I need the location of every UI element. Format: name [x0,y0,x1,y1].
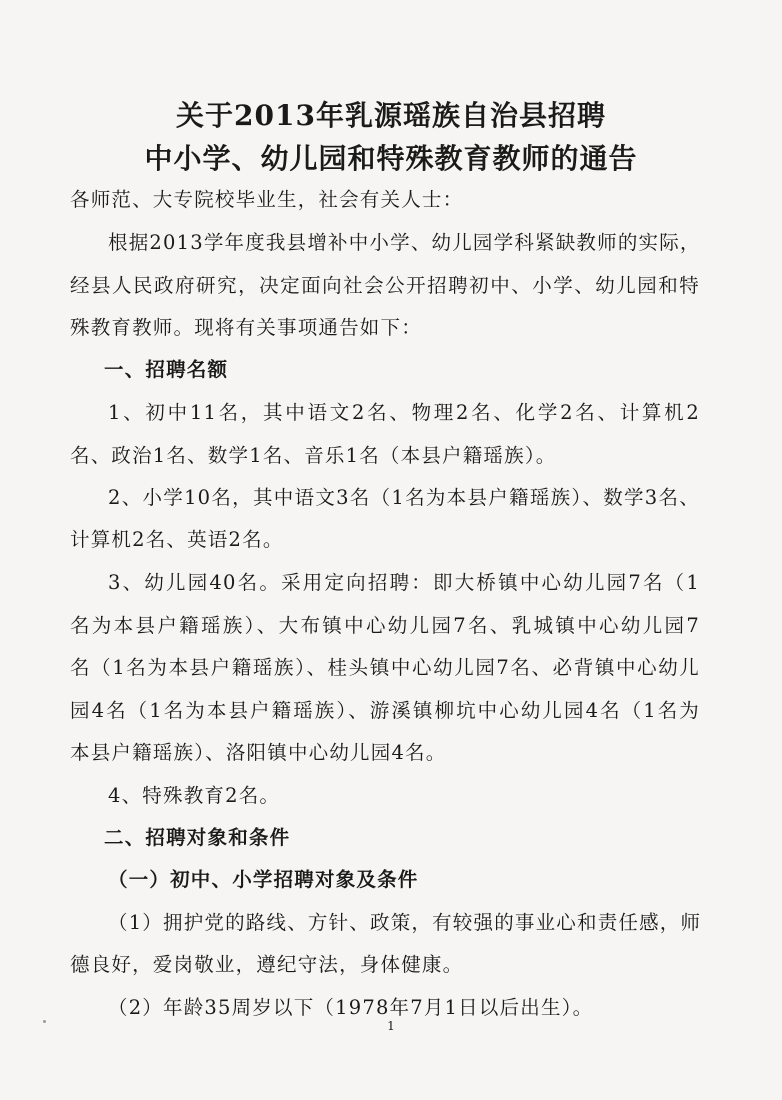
item-2-line-2: 计算机2名、英语2名。 [70,528,284,551]
intro-line-2: 经县人民政府研究，决定面向社会公开招聘初中、小学、幼儿园和特 [70,274,700,297]
item-3-line-4: 园4名（1名为本县户籍瑶族）、游溪镇柳坑中心幼儿园4名（1名为 [70,699,700,722]
item-1-line-2: 名、政治1名、数学1名、音乐1名（本县户籍瑶族）。 [70,444,557,467]
item-3-line-5: 本县户籍瑶族）、洛阳镇中心幼儿园4名。 [70,741,447,764]
condition-1-line-2: 德良好，爱岗敬业，遵纪守法，身体健康。 [70,953,464,976]
item-4: 4、特殊教育2名。 [108,784,281,807]
item-1-line-1: 1、初中11名，其中语文2名、物理2名、化学2名、计算机2 [108,401,700,424]
item-3-line-2: 名为本县户籍瑶族）、大布镇中心幼儿园7名、乳城镇中心幼儿园7 [70,614,700,637]
item-3-line-1: 3、幼儿园40名。采用定向招聘：即大桥镇中心幼儿园7名（1 [108,571,700,594]
condition-1-line-1: （1）拥护党的路线、方针、政策，有较强的事业心和责任感，师 [108,911,702,934]
item-3-line-3: 名（1名为本县户籍瑶族）、桂头镇中心幼儿园7名、必背镇中心幼儿 [70,656,700,679]
intro-line-3: 殊教育教师。现将有关事项通告如下： [70,316,422,339]
scan-speck [43,1020,46,1023]
document-title-line-2: 中小学、幼儿园和特殊教育教师的通告 [144,142,638,175]
intro-line-1: 根据2013学年度我县增补中小学、幼儿园学科紧缺教师的实际， [108,231,701,254]
item-2-line-1: 2、小学10名，其中语文3名（1名为本县户籍瑶族）、数学3名、 [108,486,700,509]
document-title-line-1: 关于2013年乳源瑶族自治县招聘 [176,99,606,132]
subsection-heading-middle-primary: （一）初中、小学招聘对象及条件 [108,868,419,891]
condition-2: （2）年龄35周岁以下（1978年7月1日以后出生）。 [108,996,594,1019]
page-number: 1 [387,1019,395,1033]
section-heading-quota: 一、招聘名额 [104,358,229,381]
salutation: 各师范、大专院校毕业生，社会有关人士： [70,188,464,211]
section-heading-conditions: 二、招聘对象和条件 [104,826,291,849]
